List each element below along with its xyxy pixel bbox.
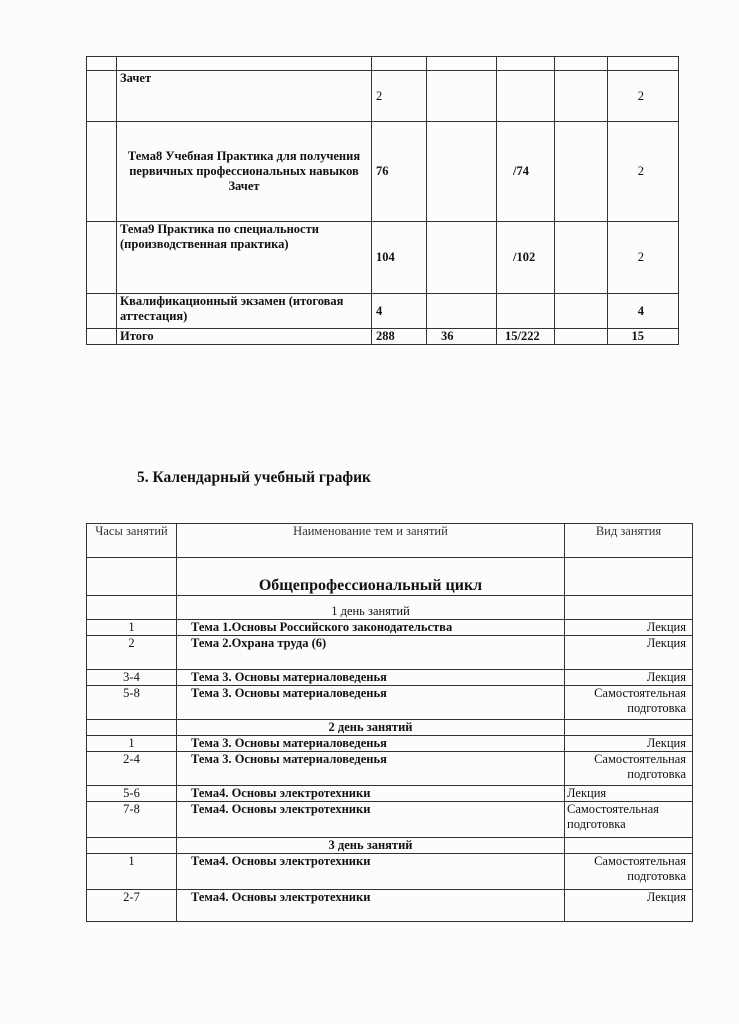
- table-row: [87, 854, 693, 890]
- row-total: 4: [372, 294, 427, 329]
- row-name: Зачет: [117, 71, 372, 122]
- table-row: [87, 329, 679, 345]
- row-name: Итого: [117, 329, 372, 345]
- row-hours: 3-4: [87, 670, 177, 686]
- row-topic: Тема 3. Основы материаловеденья: [177, 752, 565, 786]
- table-row: [87, 786, 693, 802]
- row-topic: Тема 2.Охрана труда (6): [177, 636, 565, 670]
- table-row: [87, 222, 679, 294]
- day-label: 1 день занятий: [177, 596, 565, 620]
- cycle-title: Общепрофессиональный цикл: [177, 558, 565, 596]
- table-row: [87, 294, 679, 329]
- row-name: Квалификационный экзамен (итоговая аттестация): [117, 294, 372, 329]
- table-row: [87, 736, 693, 752]
- row-hours: 1: [87, 736, 177, 752]
- header-type: Вид занятия: [565, 524, 693, 558]
- table-row: [87, 890, 693, 922]
- row-total: 2: [372, 71, 427, 122]
- row-total: 288: [372, 329, 427, 345]
- row-type: Самостоятельная подготовка: [565, 854, 693, 890]
- row-exam: 2: [608, 222, 679, 294]
- header-row: [87, 524, 693, 558]
- row-hours: 1: [87, 854, 177, 890]
- row-type: Самостоятельная подготовка: [565, 752, 693, 786]
- row-hours: 2: [87, 636, 177, 670]
- row-topic: Тема 3. Основы материаловеденья: [177, 736, 565, 752]
- table-row: [87, 57, 679, 71]
- row-topic: Тема4. Основы электротехники: [177, 786, 565, 802]
- row-exam: 2: [608, 71, 679, 122]
- day-row: [87, 596, 693, 620]
- row-exam: 2: [608, 122, 679, 222]
- row-topic: Тема4. Основы электротехники: [177, 890, 565, 922]
- table-row: [87, 670, 693, 686]
- row-topic: Тема 3. Основы материаловеденья: [177, 686, 565, 720]
- row-type: Лекция: [565, 620, 693, 636]
- row-type: Лекция: [565, 670, 693, 686]
- row-topic: Тема4. Основы электротехники: [177, 802, 565, 838]
- day-row: [87, 838, 693, 854]
- row-hours: 7-8: [87, 802, 177, 838]
- row-name: Тема9 Практика по специальности (производственная практика): [117, 222, 372, 294]
- row-practice: 15/222: [497, 329, 555, 345]
- row-exam: 4: [608, 294, 679, 329]
- table-row: [87, 71, 679, 122]
- row-topic: Тема4. Основы электротехники: [177, 854, 565, 890]
- schedule-table: [86, 523, 693, 922]
- row-hours: 2-4: [87, 752, 177, 786]
- curriculum-table: [86, 56, 679, 345]
- day-row: [87, 720, 693, 736]
- row-type: Самостоятельная подготовка: [565, 686, 693, 720]
- table-row: [87, 636, 693, 670]
- row-hours: 5-8: [87, 686, 177, 720]
- header-hours: Часы занятий: [87, 524, 177, 558]
- cycle-row: [87, 558, 693, 596]
- row-hours: 5-6: [87, 786, 177, 802]
- day-label: 2 день занятий: [177, 720, 565, 736]
- row-practice: /102: [497, 222, 555, 294]
- row-lectures: 36: [427, 329, 497, 345]
- row-practice: /74: [497, 122, 555, 222]
- table-row: [87, 620, 693, 636]
- table-row: [87, 752, 693, 786]
- row-type: Лекция: [565, 890, 693, 922]
- row-hours: 1: [87, 620, 177, 636]
- row-type: Лекция: [565, 636, 693, 670]
- row-type: Лекция: [565, 786, 693, 802]
- row-topic: Тема 3. Основы материаловеденья: [177, 670, 565, 686]
- row-exam: 15: [608, 329, 679, 345]
- row-hours: 2-7: [87, 890, 177, 922]
- row-type: Самостоятельная подготовка: [565, 802, 693, 838]
- row-type: Лекция: [565, 736, 693, 752]
- row-topic: Тема 1.Основы Российского законодательства: [177, 620, 565, 636]
- header-topic: Наименование тем и занятий: [177, 524, 565, 558]
- row-name: Тема8 Учебная Практика для получения первичных профессиональных навыков Зачет: [117, 122, 372, 222]
- table-row: [87, 122, 679, 222]
- day-label: 3 день занятий: [177, 838, 565, 854]
- section-heading: 5. Календарный учебный график: [137, 469, 371, 486]
- row-total: 76: [372, 122, 427, 222]
- table-row: [87, 802, 693, 838]
- table-row: [87, 686, 693, 720]
- row-total: 104: [372, 222, 427, 294]
